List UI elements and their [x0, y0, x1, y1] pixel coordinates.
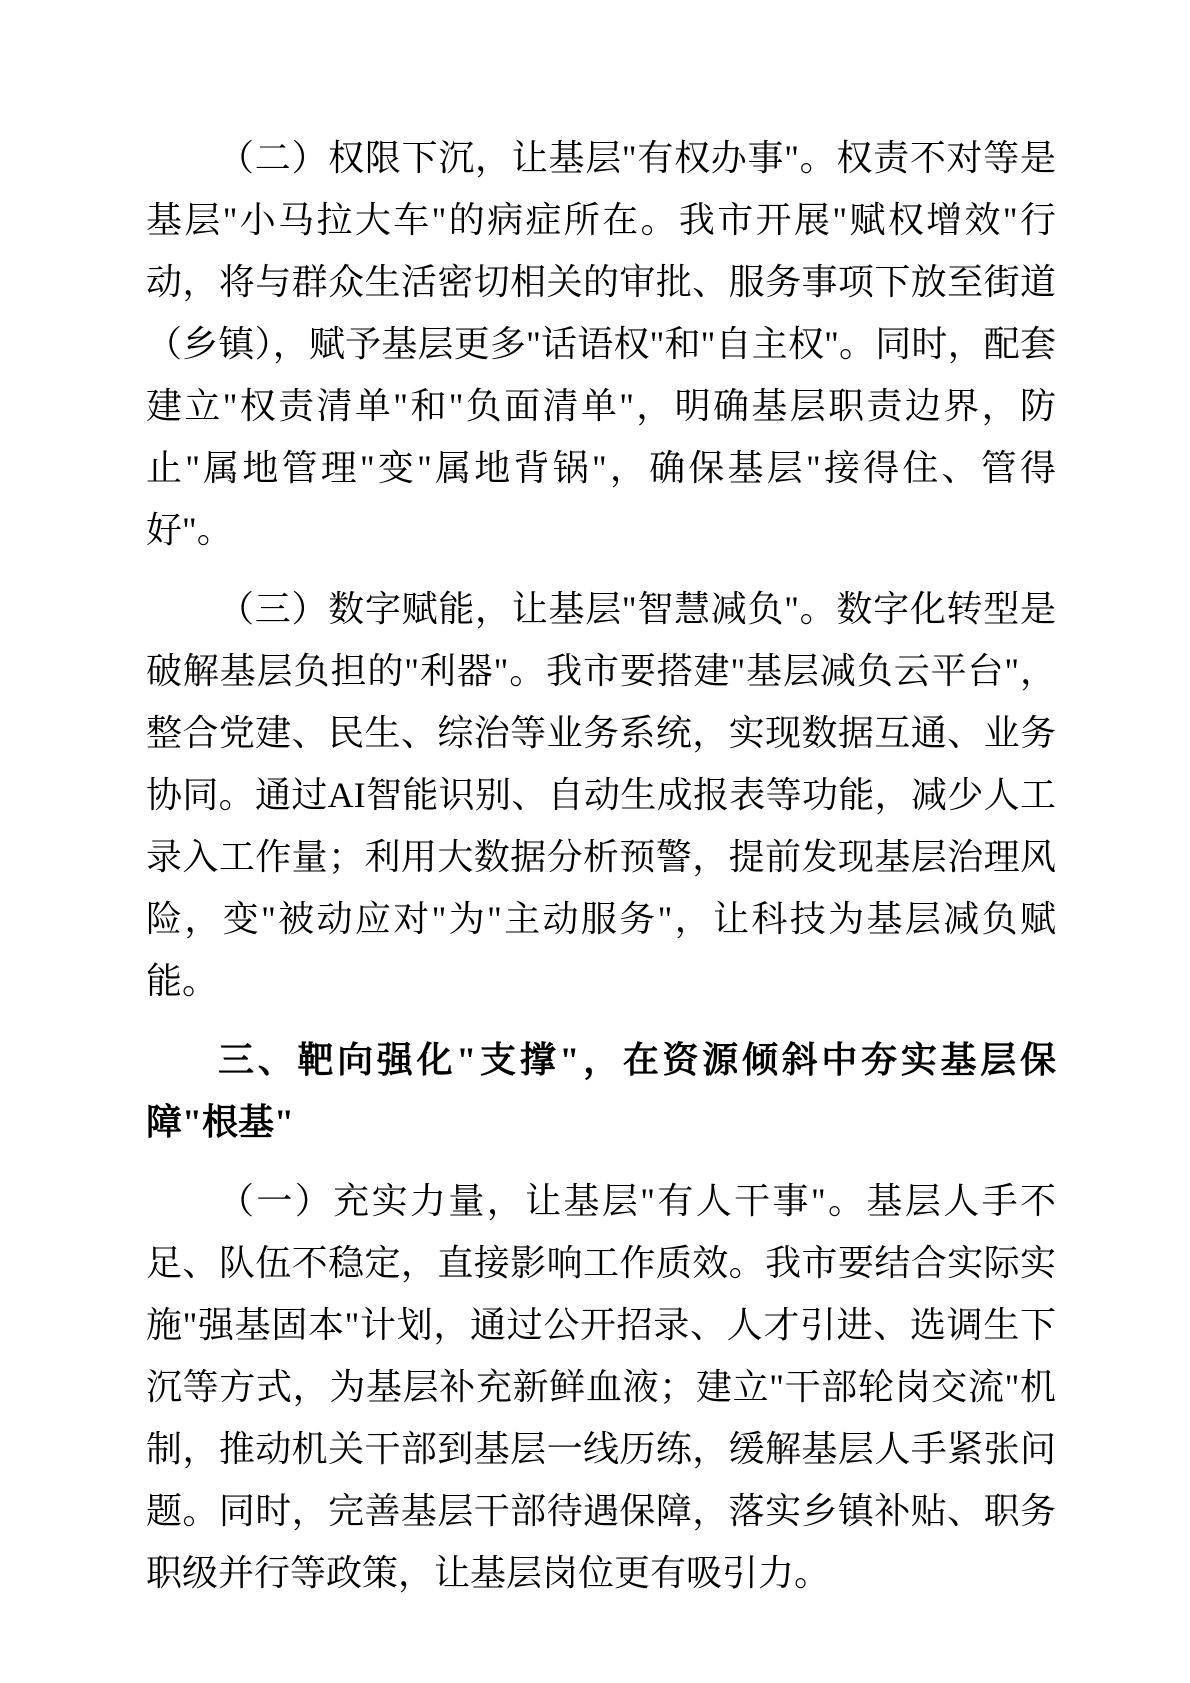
paragraph-digital-empowerment: （三）数字赋能，让基层"智慧减负"。数字化转型是破解基层负担的"利器"。我市要搭建"基层减负云平台"，整合党建、民生、综治等业务系统，实现数据互通、业务协同。通过AI智能识别、自动生成报表等功能，减少人工录入工作量；利用大数据分析预警，提前发现基层治理风险，变"被动应对"为"主动服务"，让科技为基层减负赋能。 — [146, 589, 1056, 1001]
paragraph-authority-delegation: （二）权限下沉，让基层"有权办事"。权责不对等是基层"小马拉大车"的病症所在。我市开展"赋权增效"行动，将与群众生活密切相关的审批、服务事项下放至街道（乡镇），赋予基层更多"话语权"和"自主权"。同时，配套建立"权责清单"和"负面清单"，明确基层职责边界，防止"属地管理"变"属地背锅"，确保基层"接得住、管得好"。 — [146, 138, 1056, 550]
paragraph-staff-reinforcement: （一）充实力量，让基层"有人干事"。基层人手不足、队伍不稳定，直接影响工作质效。我市要结合实际实施"强基固本"计划，通过公开招录、人才引进、选调生下沉等方式，为基层补充新鲜血液；建立"干部轮岗交流"机制，推动机关干部到基层一线历练，缓解基层人手紧张问题。同时，完善基层干部待遇保障，落实乡镇补贴、职务职级并行等政策，让基层岗位更有吸引力。 — [146, 1181, 1056, 1593]
section-heading-three: 三、靶向强化"支撑"，在资源倾斜中夯实基层保障"根基" — [146, 1040, 1056, 1142]
